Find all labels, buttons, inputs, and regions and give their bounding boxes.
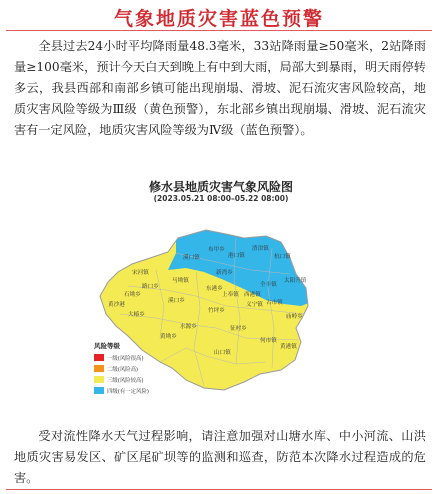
legend-label: 三级(风险较高) [107, 377, 144, 384]
town-label: 东港乡 [206, 286, 223, 292]
town-label: 黄沙港 [108, 302, 125, 308]
town-label: 古市镇 [266, 300, 283, 306]
legend-swatch [94, 387, 104, 394]
forecast-paragraph: 全县过去24小时平均降雨量48.3毫米，33站降雨量≥50毫米，2站降雨量≥100毫米，预计今天白天到晚上有中到大雨，局部大到暴雨，明天雨停转多云，我县西部和南部乡镇可能出现崩塌、滑坡、泥石流灾害风险较高，地质灾害风险等级为Ⅲ级（黄色预警），东北部乡镇出现崩塌、滑坡、泥石流灾害有一定风险，地质灾害风险等级为Ⅳ级（蓝色预警）。 [14, 39, 426, 137]
town-label: 西港镇 [244, 292, 261, 298]
town-label: 杭口镇 [274, 254, 291, 260]
town-label: 宋河镇 [132, 270, 149, 276]
town-label: 庙岭乡 [286, 314, 303, 320]
town-label: 水源乡 [180, 324, 197, 330]
legend-swatch [94, 365, 104, 372]
town-label: 路口乡 [142, 284, 159, 290]
town-label: 马坳镇 [172, 278, 189, 284]
legend-title: 风险等级 [94, 342, 120, 350]
legend-item [94, 375, 174, 384]
town-label: 布甲乡 [208, 247, 225, 253]
town-label: 全丰镇 [260, 282, 277, 288]
town-label: 竹坪乡 [208, 308, 225, 314]
town-label: 山口镇 [214, 350, 231, 356]
legend-label: 二级(风险高) [107, 366, 139, 373]
town-label: 征村乡 [230, 326, 247, 332]
town-label: 溪口镇 [183, 255, 200, 261]
page-title: 气象地质灾害蓝色预警 [113, 8, 324, 30]
town-label: 大椿乡 [128, 312, 145, 318]
map-title: 修水县地质灾害气象风险图 [148, 180, 293, 194]
legend-items [94, 353, 174, 395]
legend-item [94, 353, 174, 362]
town-label: 新湾乡 [216, 270, 233, 276]
title-divider [6, 30, 432, 31]
town-label: 上奉镇 [222, 292, 239, 298]
legend-swatch [94, 376, 104, 383]
legend-item [94, 386, 174, 395]
town-label: 黄坳乡 [160, 334, 177, 340]
town-label: 港口镇 [228, 253, 245, 259]
legend-label: 一级(风险很高) [107, 355, 144, 362]
legend-label: 四级(有一定风险) [107, 388, 149, 395]
bottom-divider [6, 489, 432, 490]
legend-swatch [94, 354, 104, 361]
legend-item [94, 364, 174, 373]
advisory-paragraph: 受对流性降水天气过程影响，请注意加强对山塘水库、中小河流、山洪地质灾害易发区、矿区尾矿坝等的监测和巡查，防范本次降水过程造成的危害。 [14, 429, 426, 485]
town-label: 义宁镇 [246, 302, 263, 308]
town-label: 太阳升镇 [284, 278, 307, 284]
risk-legend [94, 341, 174, 397]
town-label: 渣津镇 [252, 246, 269, 252]
map-date-range: (2023.05.21 08:00–05.22 08:00) [153, 194, 289, 203]
town-label: 何市镇 [260, 338, 277, 344]
town-label: 溪口乡 [168, 298, 185, 304]
town-label: 黄港镇 [280, 344, 297, 350]
town-label: 石坳乡 [124, 292, 141, 298]
